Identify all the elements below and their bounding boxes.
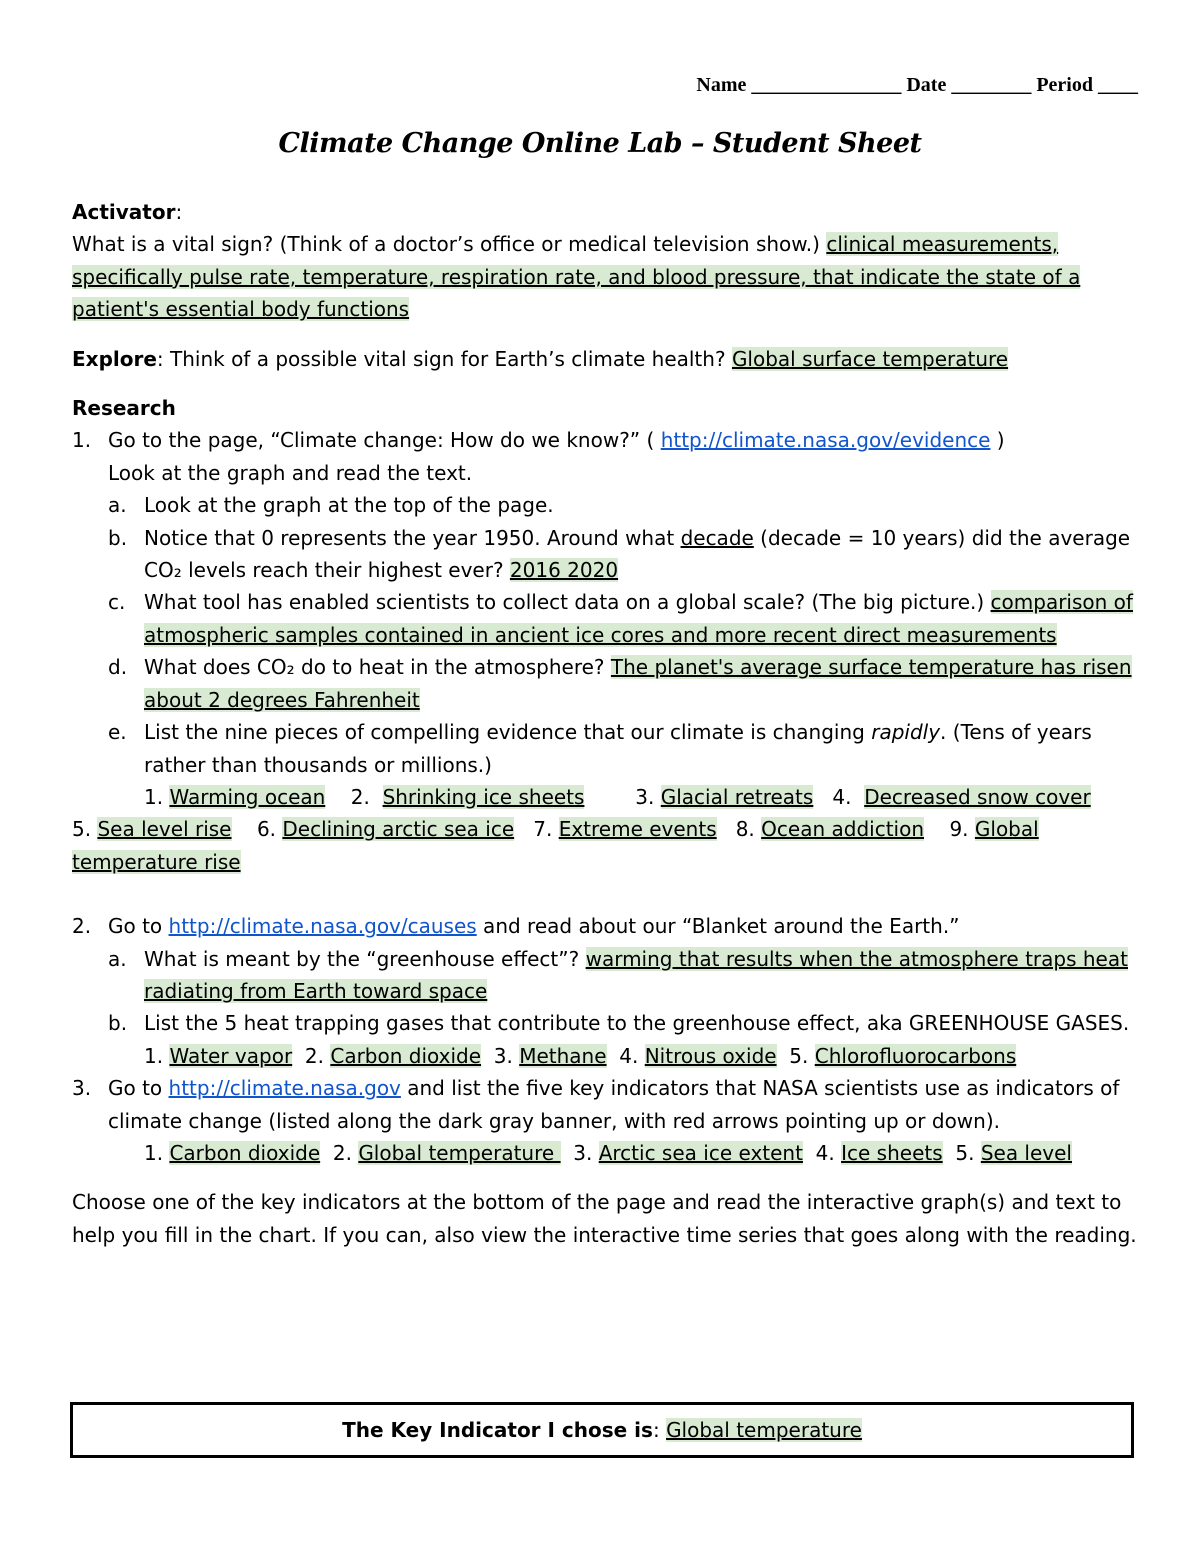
- indicator-answer: Carbon dioxide: [169, 1140, 321, 1165]
- evidence-link[interactable]: http://climate.nasa.gov/evidence: [660, 428, 991, 453]
- evidence-answer: Global temperature rise: [72, 817, 1039, 874]
- research-heading: Research: [72, 396, 176, 421]
- question-1: 1. Go to the page, “Climate change: How do we know?” ( http://climate.nasa.gov/evidence ) Look at the graph and read the text.: [72, 428, 1005, 485]
- explore-answer: Global surface temperature: [731, 346, 1009, 371]
- question-3: 3. Go to http://climate.nasa.gov and list the five key indicators that NASA scientists use as indicators of climate change (listed along the dark gray banner, with red arrows pointing up or down).: [72, 1076, 1120, 1133]
- gas-answer: Water vapor: [169, 1043, 293, 1068]
- answer-1d: The planet's average surface temperature has risen about 2 degrees Fahrenheit: [144, 655, 1132, 712]
- gas-answer: Nitrous oxide: [644, 1043, 777, 1068]
- evidence-list-line-1: 1. Warming ocean 2. Shrinking ice sheets 3. Glacial retreats 4. Decreased snow cover: [144, 784, 1091, 809]
- activator-question: What is a vital sign? (Think of a doctor’s office or medical television show.) clinical measurements, specifically pulse rate, temperature, respiration rate, and blood pressure, that indicate the state of a patient's essential body functions: [72, 232, 1081, 322]
- gas-answer: Carbon dioxide: [330, 1043, 482, 1068]
- indicator-answer: Global temperature: [358, 1140, 561, 1165]
- answer-2a: warming that results when the atmosphere traps heat radiating from Earth toward space: [144, 946, 1128, 1003]
- activator-answer: clinical measurements, specifically pulse rate, temperature, respiration rate, and blood pressure, that indicate the state of a patient's essential body functions: [72, 232, 1081, 322]
- evidence-answer: Decreased snow cover: [864, 784, 1091, 809]
- evidence-answer: Shrinking ice sheets: [382, 784, 585, 809]
- page-title: Climate Change Online Lab – Student Sheet: [278, 128, 922, 159]
- key-indicator-answer: Global temperature: [666, 1418, 862, 1442]
- key-indicator-box: The Key Indicator I chose is: Global temperature: [70, 1402, 1134, 1458]
- explore-question: Explore: Think of a possible vital sign for Earth’s climate health? Global surface temperature: [72, 346, 1009, 371]
- nasa-climate-link[interactable]: http://climate.nasa.gov: [168, 1076, 401, 1101]
- gas-answer: Chlorofluorocarbons: [814, 1043, 1017, 1068]
- evidence-answer: Sea level rise: [97, 817, 232, 842]
- evidence-answer: Extreme events: [558, 817, 717, 842]
- question-1d: d. What does CO₂ do to heat in the atmosphere? The planet's average surface temperature has risen about 2 degrees Fahrenheit: [108, 655, 1132, 712]
- question-1a: a. Look at the graph at the top of the page.: [108, 493, 554, 518]
- indicators-list: 1. Carbon dioxide 2. Global temperature 3. Arctic sea ice extent 4. Ice sheets 5. Sea level: [144, 1140, 1072, 1165]
- indicator-answer: Ice sheets: [841, 1140, 943, 1165]
- evidence-answer: Warming ocean: [169, 784, 326, 809]
- question-2b: b. List the 5 heat trapping gases that contribute to the greenhouse effect, aka GREENHOUSE GASES.: [108, 1011, 1130, 1036]
- indicator-answer: Sea level: [980, 1140, 1072, 1165]
- name-date-period-line: Name _______________ Date ________ Period ____: [696, 74, 1138, 96]
- causes-link[interactable]: http://climate.nasa.gov/causes: [168, 914, 477, 939]
- activator-heading: Activator:: [72, 200, 183, 224]
- evidence-list-line-2: 5. Sea level rise 6. Declining arctic sea ice 7. Extreme events 8. Ocean addiction 9. Global temperature rise: [72, 817, 1039, 874]
- evidence-answer: Ocean addiction: [761, 817, 924, 842]
- question-1e: e. List the nine pieces of compelling evidence that our climate is changing rapidly. (Tens of years rather than thousands or millions.): [108, 720, 1092, 777]
- question-1c: c. What tool has enabled scientists to collect data on a global scale? (The big picture.) comparison of atmospheric samples contained in ancient ice cores and more recent direct measurements: [108, 590, 1133, 647]
- question-2a: a. What is meant by the “greenhouse effect”? warming that results when the atmosphere traps heat radiating from Earth toward space: [108, 946, 1128, 1003]
- answer-1b: 2016 2020: [509, 558, 619, 583]
- evidence-answer: Glacial retreats: [660, 784, 814, 809]
- indicator-answer: Arctic sea ice extent: [598, 1140, 803, 1165]
- question-2: 2. Go to http://climate.nasa.gov/causes and read about our “Blanket around the Earth.”: [72, 914, 960, 939]
- question-1b: b. Notice that 0 represents the year 1950. Around what decade (decade = 10 years) did the average CO₂ levels reach their highest ever? 2016 2020: [108, 525, 1131, 583]
- gas-answer: Methane: [519, 1043, 607, 1068]
- choose-instructions: Choose one of the key indicators at the bottom of the page and read the interactive graph(s) and text to help you fill in the chart. If you can, also view the interactive time series that goes along with the reading.: [72, 1190, 1137, 1247]
- worksheet-content: [72, 196, 1140, 1251]
- gases-list: 1. Water vapor 2. Carbon dioxide 3. Methane 4. Nitrous oxide 5. Chlorofluorocarbons: [144, 1043, 1017, 1068]
- answer-1c: comparison of atmospheric samples contained in ancient ice cores and more recent direct measurements: [144, 590, 1133, 647]
- evidence-answer: Declining arctic sea ice: [282, 817, 515, 842]
